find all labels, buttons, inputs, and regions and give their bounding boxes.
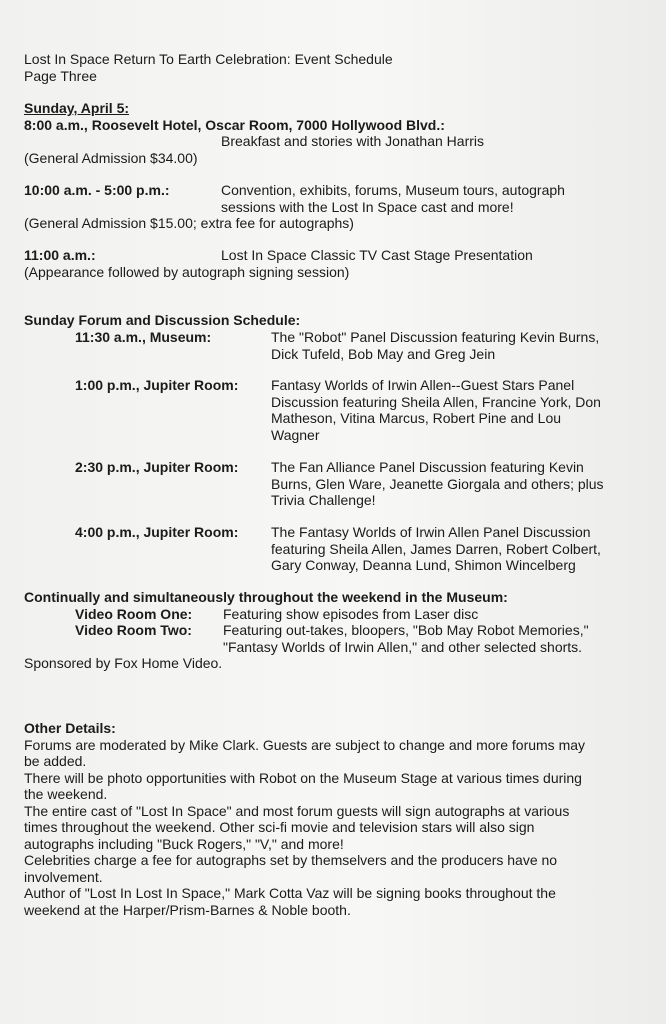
page-number: Page Three bbox=[24, 67, 97, 84]
stage-desc: Lost In Space Classic TV Cast Stage Presentation bbox=[221, 247, 533, 263]
details-line: times throughout the weekend. Other sci-fi movie and television stars will also sign bbox=[24, 819, 535, 835]
details-line: Author of "Lost In Lost In Space," Mark Cotta Vaz will be signing books throughout the bbox=[24, 885, 556, 901]
stage-time: 11:00 a.m.: bbox=[24, 247, 96, 263]
forum-item-line: featuring Sheila Allen, James Darren, Robert Colbert, bbox=[271, 540, 601, 557]
forum-item-line: Matheson, Vitina Marcus, Robert Pine and Lou bbox=[271, 410, 562, 426]
details-section bbox=[24, 720, 650, 918]
forum-item-line: Dick Tufeld, Bob May and Greg Jein bbox=[271, 345, 496, 362]
forum-item-time: 2:30 p.m., Jupiter Room: bbox=[75, 459, 239, 475]
details-line: be added. bbox=[24, 753, 87, 769]
forum-item-time: 11:30 a.m., Museum: bbox=[75, 329, 212, 345]
details-heading: Other Details: bbox=[24, 720, 116, 736]
video-room-two-label: Video Room Two: bbox=[75, 622, 192, 638]
document-title: Lost In Space Return To Earth Celebration: Event Schedule bbox=[24, 51, 393, 67]
forum-item-line: Wagner bbox=[271, 426, 320, 443]
forum-heading: Sunday Forum and Discussion Schedule: bbox=[24, 312, 301, 328]
museum-section bbox=[24, 589, 650, 672]
forum-item bbox=[75, 524, 650, 574]
convention-admission: (General Admission $15.00; extra fee for autographs) bbox=[24, 215, 354, 231]
video-room-two-line: "Fantasy Worlds of Irwin Allen," and other selected shorts. bbox=[223, 638, 583, 655]
details-line: Forums are moderated by Mike Clark. Guests are subject to change and more forums may bbox=[24, 736, 586, 753]
forum-heading-block bbox=[24, 312, 650, 329]
sponsor-text: Sponsored by Fox Home Video. bbox=[24, 655, 223, 671]
breakfast-admission: (General Admission $34.00) bbox=[24, 149, 198, 166]
forum-item-line: The "Robot" Panel Discussion featuring Kevin Burns, bbox=[271, 329, 600, 345]
forum-item bbox=[75, 459, 650, 509]
stage-entry bbox=[24, 247, 650, 280]
details-line: weekend at the Harper/Prism-Barnes & Noble booth. bbox=[24, 901, 351, 918]
video-room-one-desc: Featuring show episodes from Laser disc bbox=[223, 605, 479, 622]
sunday-section bbox=[24, 100, 650, 166]
forum-item-line: Discussion featuring Sheila Allen, Francine York, Don bbox=[271, 393, 601, 410]
convention-time: 10:00 a.m. - 5:00 p.m.: bbox=[24, 182, 170, 198]
forum-item-line: Burns, Glen Ware, Jeanette Giorgala and others; plus bbox=[271, 475, 604, 492]
convention-desc-line: Convention, exhibits, forums, Museum tours, autograph bbox=[221, 182, 565, 198]
sunday-heading: Sunday, April 5: bbox=[24, 100, 130, 116]
forum-item-line: The Fan Alliance Panel Discussion featuring Kevin bbox=[271, 459, 584, 475]
details-line: involvement. bbox=[24, 868, 103, 885]
breakfast-desc: Breakfast and stories with Jonathan Harris bbox=[221, 133, 485, 149]
forum-item bbox=[75, 377, 650, 443]
stage-note: (Appearance followed by autograph signing session) bbox=[24, 263, 350, 280]
header bbox=[24, 51, 650, 84]
video-room-one-label: Video Room One: bbox=[75, 605, 193, 622]
convention-desc-line: sessions with the Lost In Space cast and more! bbox=[221, 198, 514, 215]
convention-entry bbox=[24, 182, 650, 232]
details-line: There will be photo opportunities with Robot on the Museum Stage at various times during bbox=[24, 769, 582, 786]
video-room-two-line: Featuring out-takes, bloopers, "Bob May Robot Memories," bbox=[223, 622, 589, 638]
breakfast-time-place: 8:00 a.m., Roosevelt Hotel, Oscar Room, 7000 Hollywood Blvd.: bbox=[24, 116, 445, 133]
forum-item-line: Trivia Challenge! bbox=[271, 492, 376, 508]
forum-item bbox=[75, 329, 650, 362]
details-line: Celebrities charge a fee for autographs set by themselvers and the producers have no bbox=[24, 852, 558, 868]
details-line: The entire cast of "Lost In Space" and most forum guests will sign autographs at various bbox=[24, 802, 570, 819]
forum-item-line: Gary Conway, Deanna Lund, Shimon Wincelberg bbox=[271, 557, 576, 573]
forum-item-time: 1:00 p.m., Jupiter Room: bbox=[75, 377, 239, 393]
forum-item-line: The Fantasy Worlds of Irwin Allen Panel Discussion bbox=[271, 524, 591, 540]
museum-heading: Continually and simultaneously throughout the weekend in the Museum: bbox=[24, 589, 508, 605]
forum-item-line: Fantasy Worlds of Irwin Allen--Guest Stars Panel bbox=[271, 377, 575, 393]
forum-item-time: 4:00 p.m., Jupiter Room: bbox=[75, 524, 239, 540]
details-line: the weekend. bbox=[24, 786, 108, 802]
details-line: autographs including "Buck Rogers," "V," and more! bbox=[24, 835, 344, 852]
